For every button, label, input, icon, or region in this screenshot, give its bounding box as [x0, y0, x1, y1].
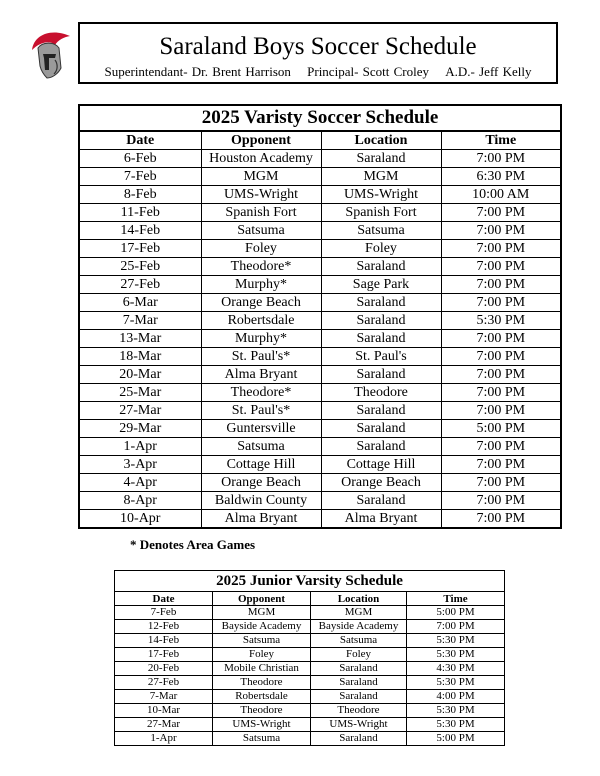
- varsity-cell-location: Sage Park: [321, 276, 441, 294]
- varsity-cell-opponent: Baldwin County: [201, 492, 321, 510]
- varsity-table-row: [79, 186, 561, 204]
- varsity-cell-location: Saraland: [321, 366, 441, 384]
- varsity-cell-time: 5:30 PM: [441, 312, 561, 330]
- varsity-cell-location: Spanish Fort: [321, 204, 441, 222]
- varsity-cell-time: 7:00 PM: [441, 348, 561, 366]
- jv-schedule-table: [114, 570, 505, 746]
- varsity-cell-date: 11-Feb: [79, 204, 201, 222]
- schedule-header: [78, 22, 558, 84]
- jv-cell-location: Saraland: [311, 732, 407, 746]
- jv-table-row: [115, 676, 505, 690]
- jv-table-row: [115, 648, 505, 662]
- varsity-column-header-opponent: Opponent: [201, 131, 321, 150]
- varsity-cell-time: 7:00 PM: [441, 510, 561, 529]
- jv-cell-date: 7-Mar: [115, 690, 213, 704]
- varsity-cell-time: 5:00 PM: [441, 420, 561, 438]
- varsity-cell-date: 6-Feb: [79, 150, 201, 168]
- varsity-table-row: [79, 420, 561, 438]
- spartan-helmet-logo: [28, 28, 74, 80]
- varsity-cell-opponent: Spanish Fort: [201, 204, 321, 222]
- varsity-cell-time: 6:30 PM: [441, 168, 561, 186]
- varsity-cell-time: 7:00 PM: [441, 222, 561, 240]
- jv-cell-date: 7-Feb: [115, 606, 213, 620]
- varsity-table-row: [79, 456, 561, 474]
- varsity-cell-time: 7:00 PM: [441, 258, 561, 276]
- varsity-cell-date: 20-Mar: [79, 366, 201, 384]
- varsity-cell-time: 7:00 PM: [441, 240, 561, 258]
- varsity-cell-date: 3-Apr: [79, 456, 201, 474]
- varsity-table-row: [79, 240, 561, 258]
- varsity-table-row: [79, 348, 561, 366]
- varsity-cell-location: Saraland: [321, 438, 441, 456]
- varsity-cell-location: MGM: [321, 168, 441, 186]
- varsity-cell-time: 7:00 PM: [441, 456, 561, 474]
- varsity-cell-date: 14-Feb: [79, 222, 201, 240]
- varsity-cell-opponent: MGM: [201, 168, 321, 186]
- varsity-column-header-location: Location: [321, 131, 441, 150]
- varsity-table-row: [79, 384, 561, 402]
- varsity-header-row: [79, 131, 561, 150]
- varsity-cell-location: St. Paul's: [321, 348, 441, 366]
- varsity-cell-date: 6-Mar: [79, 294, 201, 312]
- varsity-column-header-time: Time: [441, 131, 561, 150]
- varsity-cell-location: Saraland: [321, 402, 441, 420]
- varsity-cell-date: 8-Apr: [79, 492, 201, 510]
- jv-cell-date: 12-Feb: [115, 620, 213, 634]
- jv-cell-location: UMS-Wright: [311, 718, 407, 732]
- varsity-cell-location: Saraland: [321, 258, 441, 276]
- jv-cell-opponent: Foley: [213, 648, 311, 662]
- varsity-cell-date: 29-Mar: [79, 420, 201, 438]
- jv-cell-location: Saraland: [311, 662, 407, 676]
- varsity-table-row: [79, 366, 561, 384]
- jv-cell-opponent: Bayside Academy: [213, 620, 311, 634]
- jv-cell-time: 5:30 PM: [407, 718, 505, 732]
- varsity-cell-date: 7-Feb: [79, 168, 201, 186]
- jv-cell-date: 1-Apr: [115, 732, 213, 746]
- varsity-table-row: [79, 294, 561, 312]
- varsity-cell-location: Satsuma: [321, 222, 441, 240]
- varsity-table-row: [79, 510, 561, 529]
- varsity-cell-date: 18-Mar: [79, 348, 201, 366]
- jv-cell-opponent: Mobile Christian: [213, 662, 311, 676]
- jv-cell-location: Foley: [311, 648, 407, 662]
- varsity-cell-location: Saraland: [321, 330, 441, 348]
- page-title: Saraland Boys Soccer Schedule: [159, 33, 477, 60]
- varsity-cell-opponent: Guntersville: [201, 420, 321, 438]
- varsity-cell-time: 10:00 AM: [441, 186, 561, 204]
- jv-cell-location: Satsuma: [311, 634, 407, 648]
- varsity-cell-time: 7:00 PM: [441, 366, 561, 384]
- varsity-schedule-table: [78, 104, 562, 529]
- jv-column-header-date: Date: [115, 592, 213, 606]
- varsity-cell-opponent: St. Paul's*: [201, 402, 321, 420]
- varsity-cell-opponent: Murphy*: [201, 330, 321, 348]
- varsity-table-row: [79, 402, 561, 420]
- jv-table-row: [115, 620, 505, 634]
- varsity-table-row: [79, 330, 561, 348]
- varsity-cell-date: 27-Feb: [79, 276, 201, 294]
- varsity-cell-time: 7:00 PM: [441, 294, 561, 312]
- varsity-cell-opponent: Satsuma: [201, 438, 321, 456]
- varsity-cell-time: 7:00 PM: [441, 384, 561, 402]
- jv-cell-opponent: Theodore: [213, 704, 311, 718]
- jv-cell-time: 5:30 PM: [407, 648, 505, 662]
- jv-cell-opponent: Satsuma: [213, 732, 311, 746]
- jv-cell-time: 5:30 PM: [407, 676, 505, 690]
- jv-column-header-location: Location: [311, 592, 407, 606]
- varsity-cell-time: 7:00 PM: [441, 492, 561, 510]
- jv-header-row: [115, 592, 505, 606]
- varsity-cell-opponent: Orange Beach: [201, 474, 321, 492]
- varsity-cell-location: Foley: [321, 240, 441, 258]
- varsity-cell-opponent: Alma Bryant: [201, 510, 321, 529]
- varsity-table-row: [79, 276, 561, 294]
- varsity-cell-opponent: Satsuma: [201, 222, 321, 240]
- jv-cell-date: 10-Mar: [115, 704, 213, 718]
- varsity-cell-time: 7:00 PM: [441, 204, 561, 222]
- varsity-cell-date: 7-Mar: [79, 312, 201, 330]
- superintendent-text: Superintendant- Dr. Brent Harrison: [104, 64, 291, 79]
- varsity-table-body: [79, 150, 561, 529]
- varsity-cell-location: Orange Beach: [321, 474, 441, 492]
- jv-cell-time: 5:30 PM: [407, 704, 505, 718]
- jv-cell-opponent: Theodore: [213, 676, 311, 690]
- jv-cell-location: Saraland: [311, 676, 407, 690]
- varsity-cell-opponent: Robertsdale: [201, 312, 321, 330]
- varsity-cell-time: 7:00 PM: [441, 474, 561, 492]
- varsity-table-title: 2025 Varisty Soccer Schedule: [79, 105, 561, 131]
- jv-table-row: [115, 690, 505, 704]
- varsity-cell-date: 27-Mar: [79, 402, 201, 420]
- varsity-cell-date: 13-Mar: [79, 330, 201, 348]
- varsity-cell-date: 4-Apr: [79, 474, 201, 492]
- athletic-director-text: A.D.- Jeff Kelly: [445, 64, 532, 79]
- varsity-cell-location: Saraland: [321, 312, 441, 330]
- varsity-cell-date: 25-Feb: [79, 258, 201, 276]
- jv-column-header-opponent: Opponent: [213, 592, 311, 606]
- jv-cell-opponent: Satsuma: [213, 634, 311, 648]
- varsity-cell-location: Alma Bryant: [321, 510, 441, 529]
- jv-cell-time: 4:00 PM: [407, 690, 505, 704]
- jv-cell-location: Bayside Academy: [311, 620, 407, 634]
- jv-cell-time: 7:00 PM: [407, 620, 505, 634]
- varsity-cell-opponent: Orange Beach: [201, 294, 321, 312]
- jv-cell-date: 20-Feb: [115, 662, 213, 676]
- jv-cell-location: MGM: [311, 606, 407, 620]
- varsity-table-row: [79, 438, 561, 456]
- jv-table-body: [115, 606, 505, 746]
- varsity-cell-location: Saraland: [321, 294, 441, 312]
- jv-table-row: [115, 718, 505, 732]
- jv-cell-date: 27-Feb: [115, 676, 213, 690]
- staff-line: [80, 64, 556, 80]
- varsity-cell-time: 7:00 PM: [441, 276, 561, 294]
- varsity-cell-time: 7:00 PM: [441, 402, 561, 420]
- jv-table-title: 2025 Junior Varsity Schedule: [115, 571, 505, 592]
- jv-cell-time: 5:30 PM: [407, 634, 505, 648]
- jv-cell-location: Theodore: [311, 704, 407, 718]
- varsity-cell-location: Saraland: [321, 420, 441, 438]
- jv-cell-time: 5:00 PM: [407, 606, 505, 620]
- varsity-table-row: [79, 312, 561, 330]
- varsity-cell-opponent: Murphy*: [201, 276, 321, 294]
- varsity-table-row: [79, 474, 561, 492]
- varsity-cell-date: 25-Mar: [79, 384, 201, 402]
- jv-cell-date: 27-Mar: [115, 718, 213, 732]
- varsity-table-row: [79, 204, 561, 222]
- varsity-cell-location: Saraland: [321, 492, 441, 510]
- varsity-cell-time: 7:00 PM: [441, 150, 561, 168]
- varsity-table-row: [79, 222, 561, 240]
- area-games-note: * Denotes Area Games: [130, 537, 256, 552]
- varsity-cell-opponent: Alma Bryant: [201, 366, 321, 384]
- principal-text: Principal- Scott Croley: [307, 64, 430, 79]
- jv-cell-opponent: MGM: [213, 606, 311, 620]
- varsity-cell-location: Cottage Hill: [321, 456, 441, 474]
- varsity-cell-opponent: Theodore*: [201, 384, 321, 402]
- varsity-cell-location: Theodore: [321, 384, 441, 402]
- varsity-cell-date: 1-Apr: [79, 438, 201, 456]
- varsity-cell-opponent: Houston Academy: [201, 150, 321, 168]
- jv-column-header-time: Time: [407, 592, 505, 606]
- varsity-cell-opponent: Foley: [201, 240, 321, 258]
- varsity-table-row: [79, 258, 561, 276]
- varsity-table-row: [79, 168, 561, 186]
- jv-cell-opponent: UMS-Wright: [213, 718, 311, 732]
- jv-cell-date: 14-Feb: [115, 634, 213, 648]
- varsity-table-row: [79, 492, 561, 510]
- jv-cell-time: 4:30 PM: [407, 662, 505, 676]
- helmet-body: [38, 43, 61, 78]
- varsity-cell-location: Saraland: [321, 150, 441, 168]
- jv-table-row: [115, 732, 505, 746]
- varsity-cell-opponent: Cottage Hill: [201, 456, 321, 474]
- varsity-cell-opponent: St. Paul's*: [201, 348, 321, 366]
- varsity-cell-date: 10-Apr: [79, 510, 201, 529]
- jv-cell-time: 5:00 PM: [407, 732, 505, 746]
- varsity-cell-date: 17-Feb: [79, 240, 201, 258]
- varsity-cell-location: UMS-Wright: [321, 186, 441, 204]
- varsity-cell-date: 8-Feb: [79, 186, 201, 204]
- varsity-cell-opponent: UMS-Wright: [201, 186, 321, 204]
- jv-table-row: [115, 606, 505, 620]
- varsity-table-row: [79, 150, 561, 168]
- jv-cell-opponent: Robertsdale: [213, 690, 311, 704]
- jv-cell-date: 17-Feb: [115, 648, 213, 662]
- jv-table-row: [115, 662, 505, 676]
- varsity-cell-time: 7:00 PM: [441, 438, 561, 456]
- varsity-cell-time: 7:00 PM: [441, 330, 561, 348]
- jv-table-row: [115, 634, 505, 648]
- varsity-cell-opponent: Theodore*: [201, 258, 321, 276]
- varsity-column-header-date: Date: [79, 131, 201, 150]
- jv-table-row: [115, 704, 505, 718]
- jv-cell-location: Saraland: [311, 690, 407, 704]
